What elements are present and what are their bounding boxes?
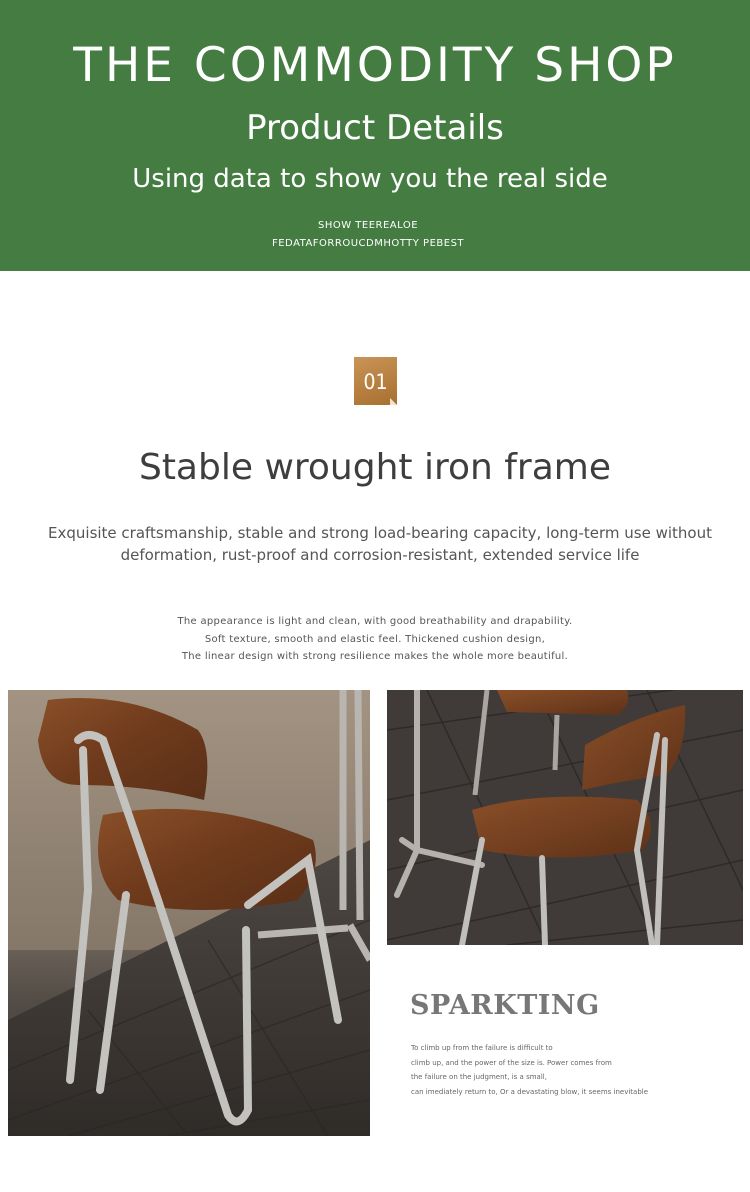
sparkting-line: To climb up from the failure is difficult to — [411, 1044, 553, 1052]
header-banner — [0, 0, 750, 271]
sparkting-line: climb up, and the power of the size is. Power comes from — [411, 1058, 612, 1067]
sparkting-text — [411, 1041, 741, 1099]
banner-small-text-1: SHOW TEEREALOE — [317, 220, 419, 231]
chair-table-view-photo — [387, 690, 743, 945]
sparkting-title: SPARKTING — [410, 990, 600, 1021]
detail-line: Soft texture, smooth and elastic feel. Thickened cushion design, — [204, 633, 546, 645]
detail-line: The appearance is light and clean, with good breathability and drapability. — [177, 616, 573, 627]
chair-table-illustration — [387, 690, 743, 945]
banner-small-text-2: FEDATAFORROUCDMHOTTY PEBEST — [271, 238, 465, 249]
chair-side-view-photo — [8, 690, 370, 1136]
section-description: Exquisite craftsmanship, stable and strong load-bearing capacity, long-term use without deformation, rust-proof and corrosion-resistant, extended service life — [48, 524, 712, 564]
page-subtitle: Product Details — [246, 108, 504, 148]
shop-title: THE COMMODITY SHOP — [73, 38, 677, 93]
sparkting-line: can imediately return to, Or a devastating blow, it seems inevitable — [411, 1087, 649, 1096]
section-number-badge: 01 — [354, 357, 397, 405]
chair-side-illustration — [8, 690, 370, 1136]
detail-line: The linear design with strong resilience makes the whole more beautiful. — [181, 651, 569, 662]
section-heading: Stable wrought iron frame — [138, 447, 612, 488]
sparkting-line: the failure on the judgment, is a small, — [411, 1073, 547, 1081]
tagline: Using data to show you the real side — [132, 164, 608, 194]
detail-lines — [150, 613, 600, 666]
